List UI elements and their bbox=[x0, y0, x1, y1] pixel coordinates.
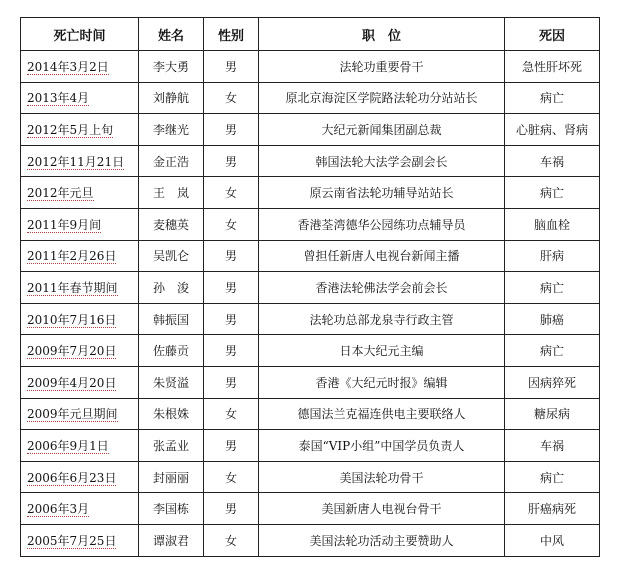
cell-position: 法轮功总部龙泉寺行政主管 bbox=[259, 303, 505, 335]
date-text: 2014年3月2日 bbox=[27, 59, 109, 74]
date-text: 2005年7月25日 bbox=[27, 533, 117, 548]
cell-date bbox=[21, 82, 139, 114]
date-text: 2012年元旦 bbox=[27, 186, 94, 201]
cell-cause: 糖尿病 bbox=[505, 398, 600, 430]
table-row bbox=[21, 51, 600, 83]
cell-date bbox=[21, 303, 139, 335]
header-position: 职 位 bbox=[259, 18, 505, 51]
cell-gender: 男 bbox=[204, 272, 259, 304]
date-text: 2006年3月 bbox=[27, 502, 90, 517]
cell-cause: 心脏病、肾病 bbox=[505, 114, 600, 146]
cell-cause: 病亡 bbox=[505, 177, 600, 209]
cell-name: 麦穗英 bbox=[139, 208, 204, 240]
date-text: 2011年春节期间 bbox=[27, 280, 118, 295]
cell-position: 韩国法轮大法学会副会长 bbox=[259, 145, 505, 177]
table-row bbox=[21, 272, 600, 304]
cell-position: 原北京海淀区学院路法轮功分站站长 bbox=[259, 82, 505, 114]
cell-date bbox=[21, 114, 139, 146]
cell-position: 香港《大纪元时报》编辑 bbox=[259, 366, 505, 398]
cell-name: 谭淑君 bbox=[139, 524, 204, 556]
cell-name: 吴凯仑 bbox=[139, 240, 204, 272]
cell-position: 美国法轮功活动主要赞助人 bbox=[259, 524, 505, 556]
table-row bbox=[21, 524, 600, 556]
cell-gender: 男 bbox=[204, 493, 259, 525]
header-gender: 性别 bbox=[204, 18, 259, 51]
deaths-table bbox=[20, 17, 600, 557]
cell-date bbox=[21, 493, 139, 525]
cell-gender: 男 bbox=[204, 366, 259, 398]
cell-gender: 男 bbox=[204, 145, 259, 177]
table-row bbox=[21, 208, 600, 240]
cell-position: 原云南省法轮功辅导站站长 bbox=[259, 177, 505, 209]
cell-name: 封丽丽 bbox=[139, 461, 204, 493]
cell-cause: 中风 bbox=[505, 524, 600, 556]
cell-name: 韩振国 bbox=[139, 303, 204, 335]
cell-cause: 病亡 bbox=[505, 335, 600, 367]
cell-date bbox=[21, 524, 139, 556]
cell-cause: 因病猝死 bbox=[505, 366, 600, 398]
table-row bbox=[21, 398, 600, 430]
cell-date bbox=[21, 208, 139, 240]
cell-name: 张孟业 bbox=[139, 430, 204, 462]
cell-name: 朱根姝 bbox=[139, 398, 204, 430]
date-text: 2011年2月26日 bbox=[27, 249, 117, 264]
cell-name: 李大勇 bbox=[139, 51, 204, 83]
cell-cause: 车祸 bbox=[505, 430, 600, 462]
cell-position: 德国法兰克福连供电主要联络人 bbox=[259, 398, 505, 430]
cell-name: 孙 浚 bbox=[139, 272, 204, 304]
cell-gender: 男 bbox=[204, 335, 259, 367]
cell-cause: 肝癌病死 bbox=[505, 493, 600, 525]
cell-cause: 肺癌 bbox=[505, 303, 600, 335]
cell-date bbox=[21, 177, 139, 209]
cell-position: 大纪元新闻集团副总裁 bbox=[259, 114, 505, 146]
date-text: 2009年4月20日 bbox=[27, 375, 117, 390]
cell-name: 李继光 bbox=[139, 114, 204, 146]
cell-gender: 女 bbox=[204, 177, 259, 209]
date-text: 2006年9月1日 bbox=[27, 438, 109, 453]
cell-cause: 急性肝坏死 bbox=[505, 51, 600, 83]
date-text: 2011年9月间 bbox=[27, 217, 102, 232]
table-row bbox=[21, 335, 600, 367]
cell-date bbox=[21, 51, 139, 83]
date-text: 2013年4月 bbox=[27, 91, 90, 106]
table-row bbox=[21, 82, 600, 114]
cell-name: 刘静航 bbox=[139, 82, 204, 114]
cell-position: 泰国“VIP小组”中国学员负责人 bbox=[259, 430, 505, 462]
cell-gender: 女 bbox=[204, 82, 259, 114]
cell-name: 金正浩 bbox=[139, 145, 204, 177]
cell-gender: 女 bbox=[204, 398, 259, 430]
cell-date bbox=[21, 430, 139, 462]
cell-name: 李国栋 bbox=[139, 493, 204, 525]
table-row bbox=[21, 145, 600, 177]
cell-position: 日本大纪元主编 bbox=[259, 335, 505, 367]
cell-position: 美国法轮功骨干 bbox=[259, 461, 505, 493]
cell-gender: 女 bbox=[204, 461, 259, 493]
cell-position: 香港荃湾德华公园练功点辅导员 bbox=[259, 208, 505, 240]
cell-gender: 男 bbox=[204, 303, 259, 335]
cell-gender: 男 bbox=[204, 114, 259, 146]
date-text: 2009年元旦期间 bbox=[27, 407, 118, 422]
header-cause: 死因 bbox=[505, 18, 600, 51]
cell-gender: 男 bbox=[204, 240, 259, 272]
cell-name: 朱贤溢 bbox=[139, 366, 204, 398]
table-row bbox=[21, 461, 600, 493]
table-row bbox=[21, 177, 600, 209]
cell-date bbox=[21, 272, 139, 304]
table-row bbox=[21, 114, 600, 146]
table-row bbox=[21, 430, 600, 462]
cell-gender: 女 bbox=[204, 524, 259, 556]
cell-position: 香港法轮佛法学会前会长 bbox=[259, 272, 505, 304]
cell-name: 王 岚 bbox=[139, 177, 204, 209]
cell-cause: 车祸 bbox=[505, 145, 600, 177]
table-row bbox=[21, 493, 600, 525]
cell-cause: 病亡 bbox=[505, 272, 600, 304]
date-text: 2012年11月21日 bbox=[27, 154, 125, 169]
cell-gender: 女 bbox=[204, 208, 259, 240]
cell-position: 曾担任新唐人电视台新闻主播 bbox=[259, 240, 505, 272]
date-text: 2010年7月16日 bbox=[27, 312, 117, 327]
cell-date bbox=[21, 335, 139, 367]
cell-cause: 病亡 bbox=[505, 82, 600, 114]
cell-name: 佐藤贡 bbox=[139, 335, 204, 367]
cell-date bbox=[21, 240, 139, 272]
date-text: 2012年5月上旬 bbox=[27, 122, 114, 137]
table-body bbox=[21, 51, 600, 557]
cell-date bbox=[21, 366, 139, 398]
table-row bbox=[21, 240, 600, 272]
cell-cause: 病亡 bbox=[505, 461, 600, 493]
header-date: 死亡时间 bbox=[21, 18, 139, 51]
header-name: 姓名 bbox=[139, 18, 204, 51]
date-text: 2009年7月20日 bbox=[27, 344, 117, 359]
date-text: 2006年6月23日 bbox=[27, 470, 117, 485]
table-container bbox=[20, 17, 600, 557]
header-row bbox=[21, 18, 600, 51]
cell-date bbox=[21, 461, 139, 493]
cell-position: 美国新唐人电视台骨干 bbox=[259, 493, 505, 525]
cell-cause: 脑血栓 bbox=[505, 208, 600, 240]
cell-date bbox=[21, 398, 139, 430]
cell-gender: 男 bbox=[204, 51, 259, 83]
cell-cause: 肝病 bbox=[505, 240, 600, 272]
table-row bbox=[21, 303, 600, 335]
table-row bbox=[21, 366, 600, 398]
cell-position: 法轮功重要骨干 bbox=[259, 51, 505, 83]
cell-gender: 男 bbox=[204, 430, 259, 462]
cell-date bbox=[21, 145, 139, 177]
